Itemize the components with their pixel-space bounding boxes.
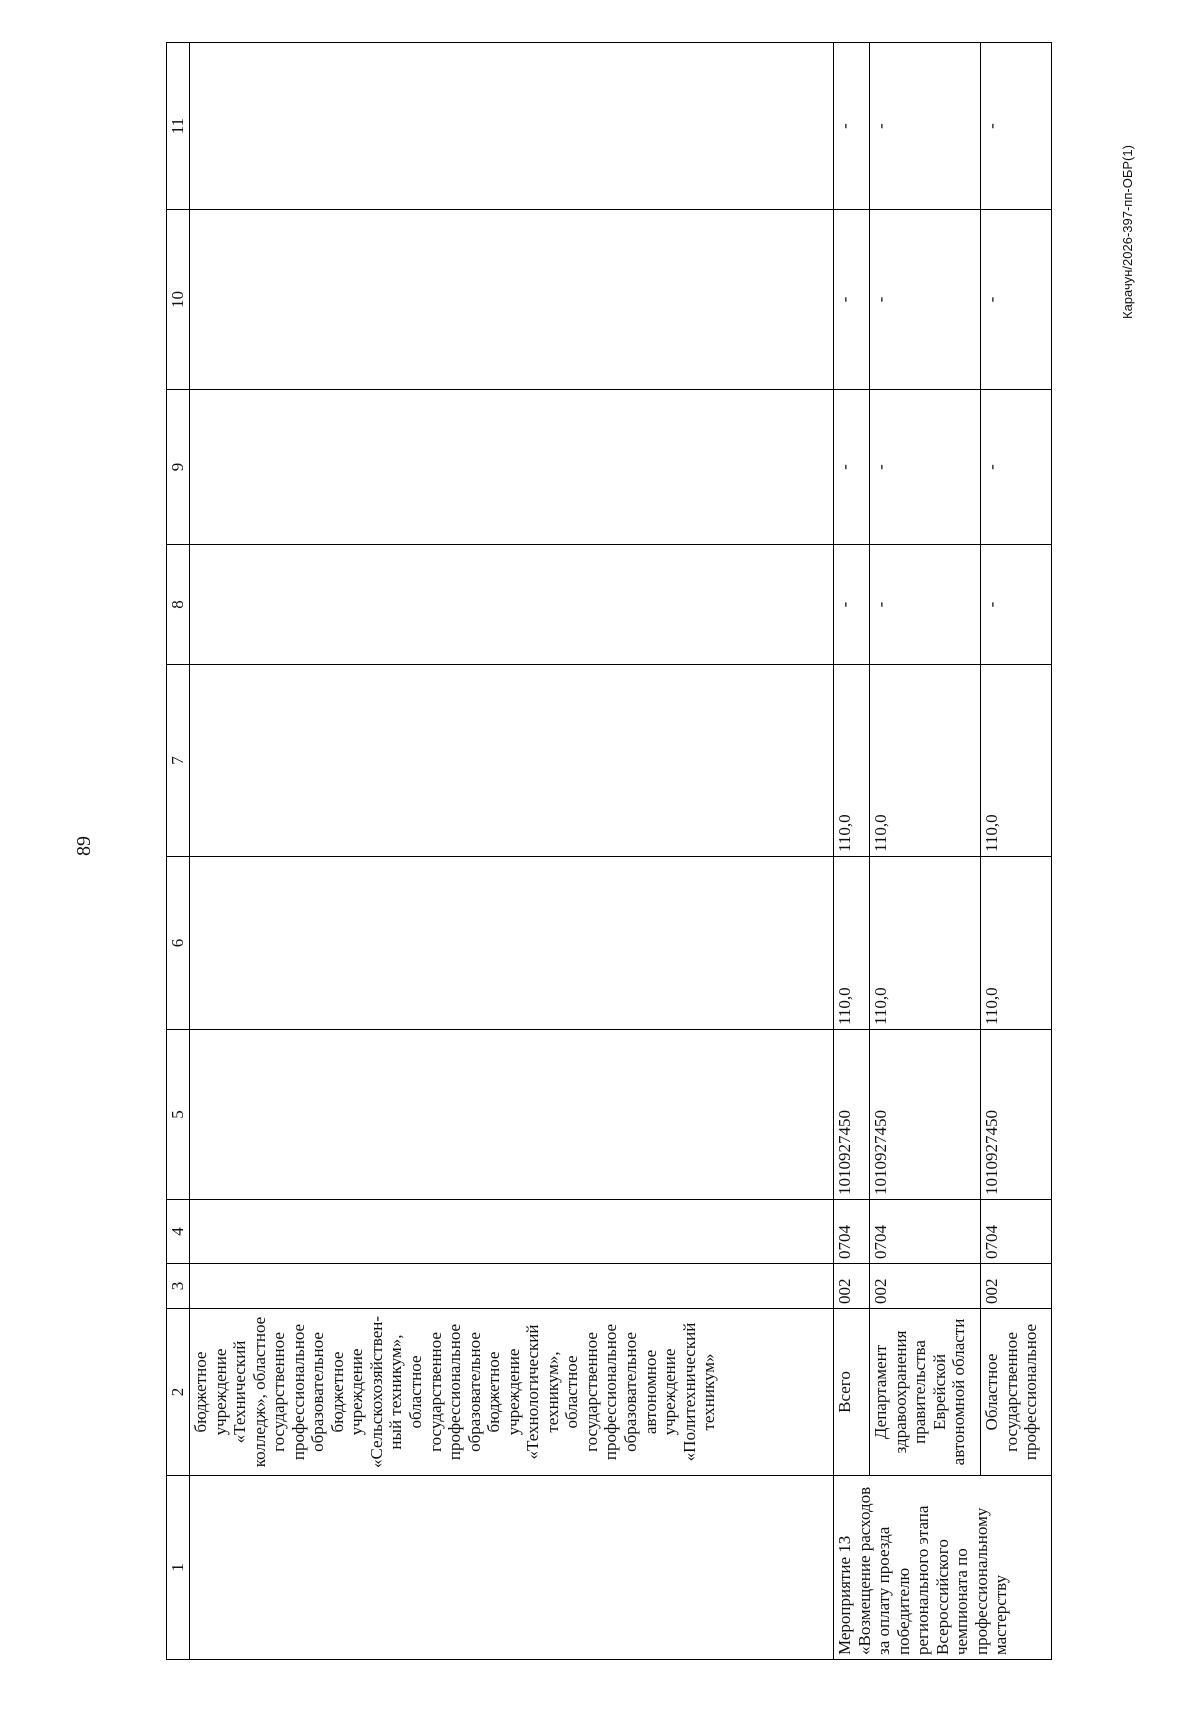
year-amount-cell: [190, 210, 834, 390]
column-number: 3: [167, 1264, 190, 1309]
section-code-cell: [190, 1200, 834, 1264]
year-amount-cell: -: [834, 43, 870, 210]
executor-cell: Всего: [834, 1309, 870, 1476]
executor-cell: Департамент здравоохранения правительства Еврейской автономной области: [870, 1309, 981, 1476]
total-amount-cell: [190, 857, 834, 1030]
column-number: 7: [167, 665, 190, 857]
admin-code-cell: 002: [870, 1264, 981, 1309]
executor-cell: бюджетное учреждение «Технический колледж», областное государственное профессиональное образовательное бюджетное учреждение «Сельскохозяйствен-ный техникум», областное государственное профессиональное образовательное бюджетное учреждение «Технологический техникум», областное государственное профессиональное образовательное автономное учреждение «Политехнический техникум»: [190, 1309, 834, 1476]
admin-code-cell: 002: [834, 1264, 870, 1309]
target-article-cell: 1010927450: [834, 1030, 870, 1200]
table-row: [870, 43, 981, 1660]
section-code-cell: 0704: [981, 1200, 1052, 1264]
table-row: [981, 43, 1052, 1660]
year-amount-cell: 110,0: [834, 665, 870, 857]
admin-code-cell: 002: [981, 1264, 1052, 1309]
year-amount-cell: -: [870, 545, 981, 665]
year-amount-cell: 110,0: [981, 665, 1052, 857]
target-article-cell: 1010927450: [870, 1030, 981, 1200]
year-amount-cell: [190, 43, 834, 210]
column-number: 1: [167, 1476, 190, 1660]
year-amount-cell: -: [834, 210, 870, 390]
column-number: 9: [167, 390, 190, 545]
activity-cell: Мероприятие 13 «Возмещение расходов за оплату проезда победителю регионального этапа Всероссийского чемпионата по профессиональному мастерству: [834, 1476, 1052, 1660]
document-code: Карачун/2026-397-пп-ОБР(1): [1120, 145, 1135, 319]
year-amount-cell: -: [870, 43, 981, 210]
table-row: [190, 43, 834, 1660]
total-amount-cell: 110,0: [870, 857, 981, 1030]
target-article-cell: 1010927450: [981, 1030, 1052, 1200]
column-number: 5: [167, 1030, 190, 1200]
year-amount-cell: -: [981, 210, 1052, 390]
column-number: 11: [167, 43, 190, 210]
section-code-cell: 0704: [834, 1200, 870, 1264]
table-row: [834, 43, 870, 1660]
admin-code-cell: [190, 1264, 834, 1309]
year-amount-cell: 110,0: [870, 665, 981, 857]
section-code-cell: 0704: [870, 1200, 981, 1264]
year-amount-cell: -: [981, 390, 1052, 545]
year-amount-cell: -: [981, 43, 1052, 210]
column-number: 10: [167, 210, 190, 390]
year-amount-cell: -: [981, 545, 1052, 665]
year-amount-cell: [190, 665, 834, 857]
column-number-row: [167, 43, 190, 1660]
page-number: 89: [73, 836, 95, 856]
year-amount-cell: -: [870, 210, 981, 390]
executor-cell: Областное государственное профессиональное: [981, 1309, 1052, 1476]
total-amount-cell: 110,0: [981, 857, 1052, 1030]
column-number: 4: [167, 1200, 190, 1264]
column-number: 8: [167, 545, 190, 665]
year-amount-cell: -: [834, 545, 870, 665]
column-number: 6: [167, 857, 190, 1030]
budget-table: [166, 42, 1052, 1660]
target-article-cell: [190, 1030, 834, 1200]
activity-cell: [190, 1476, 834, 1660]
year-amount-cell: [190, 545, 834, 665]
total-amount-cell: 110,0: [834, 857, 870, 1030]
column-number: 2: [167, 1309, 190, 1476]
year-amount-cell: -: [834, 390, 870, 545]
year-amount-cell: -: [870, 390, 981, 545]
year-amount-cell: [190, 390, 834, 545]
